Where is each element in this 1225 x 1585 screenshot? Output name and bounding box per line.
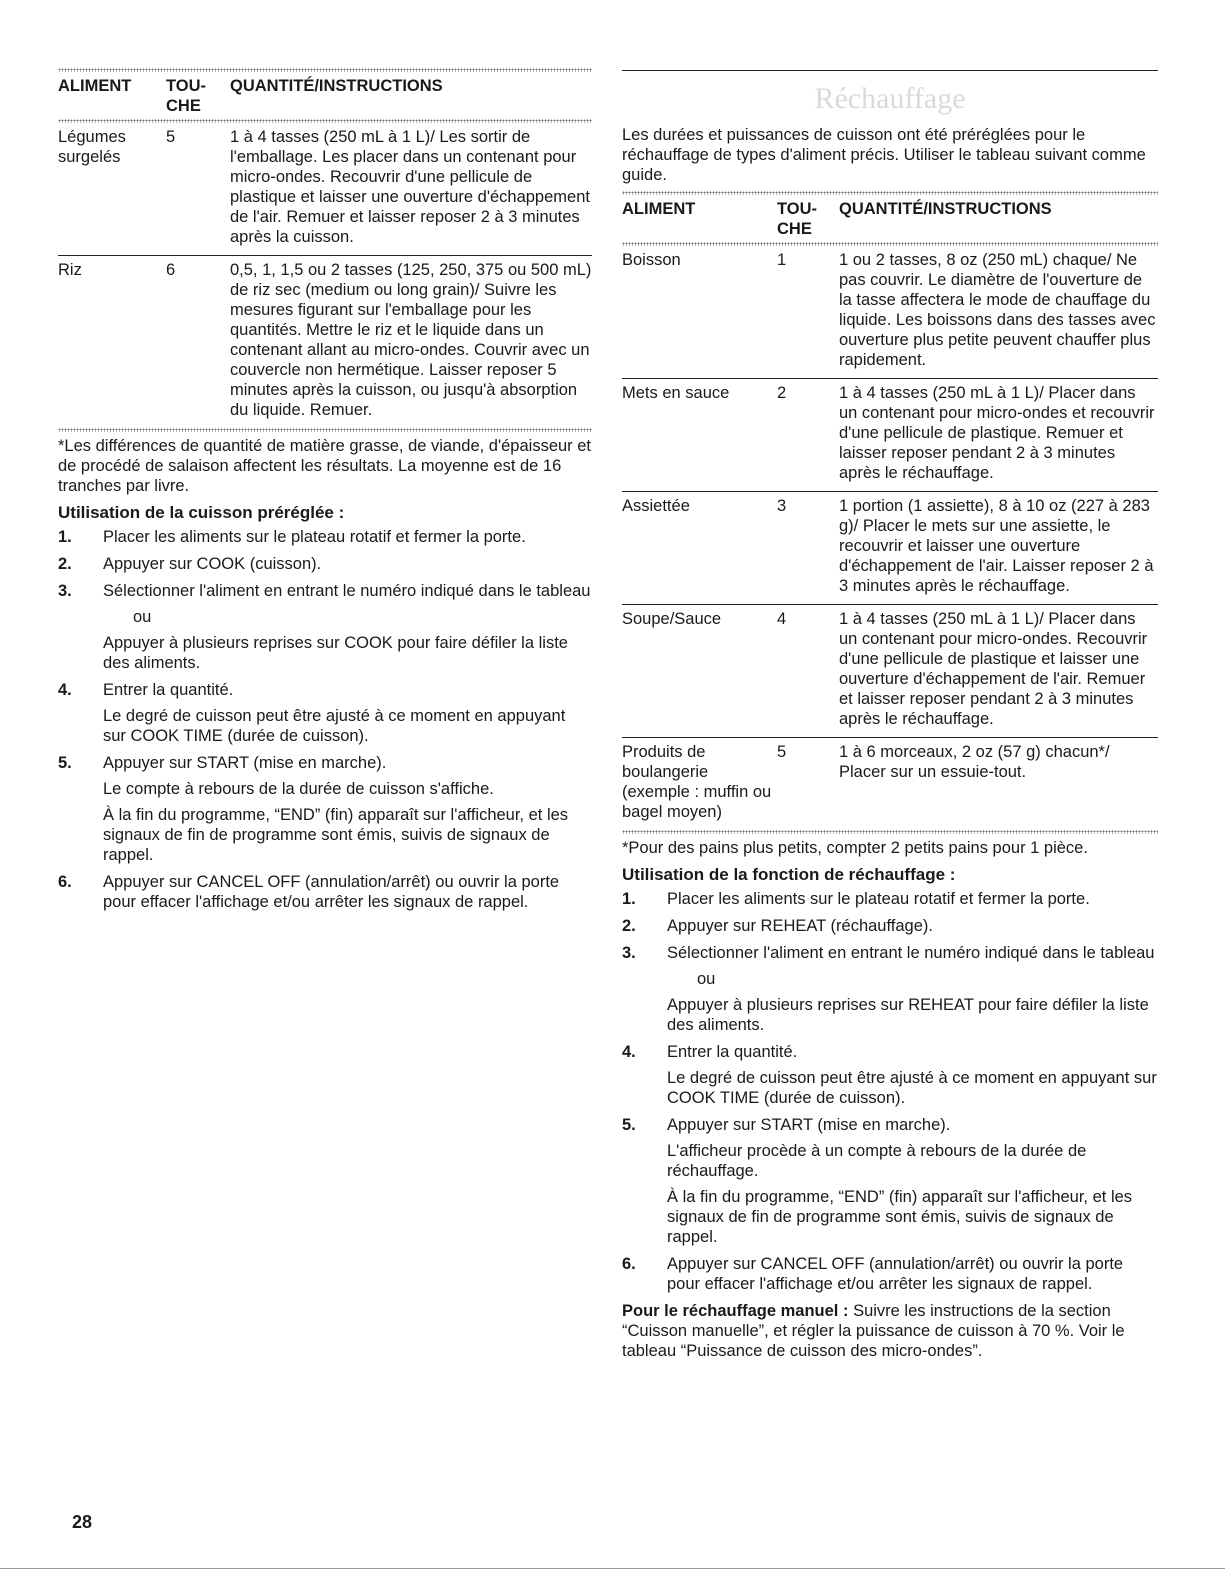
instructions-cell: 1 à 4 tasses (250 mL à 1 L)/ Placer dans un contenant pour micro-ondes et recouvrir d'une pellicule de plastique. Remuer et laisser reposer pendant 2 à 3 minutes après le réchauffage. bbox=[839, 384, 1155, 482]
step-item bbox=[58, 753, 592, 865]
table-bottom-rule bbox=[58, 428, 592, 432]
step-text: Le degré de cuisson peut être ajusté à ce moment en appuyant sur COOK TIME (durée de cuisson). bbox=[103, 707, 566, 745]
step-item bbox=[58, 581, 592, 673]
section-title: Réchauffage bbox=[814, 82, 966, 115]
step-number: 2. bbox=[58, 555, 72, 573]
step-item bbox=[622, 1115, 1158, 1247]
table-bottom-rule bbox=[622, 830, 1158, 834]
step-item bbox=[622, 943, 1158, 1035]
key-cell: 3 bbox=[777, 497, 787, 515]
step-item bbox=[622, 889, 1158, 909]
step-text: Appuyer sur REHEAT (réchauffage). bbox=[667, 917, 933, 935]
food-cell: Produits de boulangerie (exemple : muffin ou bagel moyen) bbox=[622, 743, 772, 821]
header-quantite: QUANTITÉ/INSTRUCTIONS bbox=[839, 200, 1052, 218]
step-text: À la fin du programme, “END” (fin) apparaît sur l'afficheur, et les signaux de fin de programme sont émis, suivis de signaux de rappel. bbox=[667, 1188, 1133, 1246]
step-item bbox=[58, 554, 592, 574]
table-top-rule bbox=[58, 68, 592, 72]
table-row bbox=[622, 605, 1158, 737]
food-cell: Riz bbox=[58, 261, 82, 279]
table-header-row bbox=[622, 195, 1158, 242]
step-text: Appuyer à plusieurs reprises sur REHEAT pour faire défiler la liste des aliments. bbox=[667, 996, 1149, 1034]
instructions-cell: 1 à 4 tasses (250 mL à 1 L)/ Les sortir de l'emballage. Les placer dans un contenant pour micro-ondes. Recouvrir d'une pellicule de plastique et laisser une ouverture d'échappement de l'air. Remuer et laisser reposer 2 à 3 minutes après la cuisson. bbox=[230, 128, 590, 246]
step-number: 4. bbox=[622, 1043, 636, 1061]
dotted-rule bbox=[622, 242, 1158, 246]
step-text: Appuyer sur COOK (cuisson). bbox=[103, 555, 322, 573]
food-cell: Mets en sauce bbox=[622, 384, 730, 402]
step-text: Sélectionner l'aliment en entrant le numéro indiqué dans le tableau bbox=[667, 944, 1155, 962]
step-number: 5. bbox=[58, 754, 72, 772]
step-item bbox=[58, 872, 592, 912]
instructions-cell: 0,5, 1, 1,5 ou 2 tasses (125, 250, 375 ou 500 mL) de riz sec (medium ou long grain)/ Suivre les mesures figurant sur l'emballage pour les quantités. Mettre le riz et le liquide dans un contenant allant au micro-ondes. Couvrir avec un couvercle non hermétique. Laisser reposer 5 minutes après la cuisson, ou jusqu'à absorption du liquide. Remuer. bbox=[230, 261, 592, 419]
table-top-rule bbox=[622, 191, 1158, 195]
step-text: Appuyer sur START (mise en marche). bbox=[667, 1116, 951, 1134]
food-cell: Soupe/Sauce bbox=[622, 610, 722, 628]
step-text: Entrer la quantité. bbox=[103, 681, 234, 699]
cook-table bbox=[58, 72, 592, 428]
step-item bbox=[622, 916, 1158, 936]
section-heading: Utilisation de la fonction de réchauffage : bbox=[622, 865, 956, 884]
step-item bbox=[622, 1254, 1158, 1294]
instructions-cell: 1 à 4 tasses (250 mL à 1 L)/ Placer dans un contenant pour micro-ondes. Recouvrir d'une pellicule de plastique et laisser une ouverture d'échappement de l'air. Remuer et laisser reposer pendant 2 à 3 minutes après le réchauffage. bbox=[839, 610, 1148, 728]
food-cell: Légumes surgelés bbox=[58, 128, 126, 166]
step-number: 5. bbox=[622, 1116, 636, 1134]
key-cell: 1 bbox=[777, 251, 787, 269]
footnote: *Pour des pains plus petits, compter 2 petits pains pour 1 pièce. bbox=[622, 839, 1088, 857]
step-item bbox=[58, 680, 592, 746]
header-aliment: ALIMENT bbox=[58, 77, 132, 95]
step-number: 3. bbox=[622, 944, 636, 962]
table-row bbox=[622, 379, 1158, 491]
step-or: ou bbox=[697, 970, 716, 988]
step-number: 1. bbox=[58, 528, 72, 546]
section-heading: Utilisation de la cuisson préréglée : bbox=[58, 503, 345, 522]
page-bottom-rule bbox=[0, 1568, 1225, 1569]
header-aliment: ALIMENT bbox=[622, 200, 696, 218]
section-top-rule bbox=[622, 70, 1158, 71]
instructions-cell: 1 à 6 morceaux, 2 oz (57 g) chacun*/ Placer sur un essuie-tout. bbox=[839, 743, 1110, 781]
step-text: Entrer la quantité. bbox=[667, 1043, 798, 1061]
step-text: Le compte à rebours de la durée de cuisson s'affiche. bbox=[103, 780, 494, 798]
table-header-row bbox=[58, 72, 592, 119]
header-quantite: QUANTITÉ/INSTRUCTIONS bbox=[230, 77, 443, 95]
step-or: ou bbox=[133, 608, 152, 626]
step-text: Appuyer sur START (mise en marche). bbox=[103, 754, 387, 772]
key-cell: 2 bbox=[777, 384, 787, 402]
step-text: Sélectionner l'aliment en entrant le numéro indiqué dans le tableau bbox=[103, 582, 591, 600]
step-number: 2. bbox=[622, 917, 636, 935]
food-cell: Assiettée bbox=[622, 497, 690, 515]
left-column bbox=[58, 68, 592, 919]
step-text: Le degré de cuisson peut être ajusté à ce moment en appuyant sur COOK TIME (durée de cuisson). bbox=[667, 1069, 1157, 1107]
step-list bbox=[622, 889, 1158, 1294]
header-rule bbox=[58, 119, 592, 123]
step-text: Appuyer à plusieurs reprises sur COOK pour faire défiler la liste des aliments. bbox=[103, 634, 568, 672]
step-text: L'afficheur procède à un compte à rebours de la durée de réchauffage. bbox=[667, 1142, 1087, 1180]
manual-label: Pour le réchauffage manuel : bbox=[622, 1302, 849, 1320]
table-row bbox=[58, 123, 592, 255]
key-cell: 6 bbox=[166, 261, 176, 279]
food-cell: Boisson bbox=[622, 251, 681, 269]
step-number: 6. bbox=[58, 873, 72, 891]
step-text: Appuyer sur CANCEL OFF (annulation/arrêt) ou ouvrir la porte pour effacer l'affichage et/ou arrêter les signaux de rappel. bbox=[667, 1255, 1124, 1293]
dotted-rule bbox=[58, 119, 592, 123]
right-column bbox=[622, 70, 1158, 1361]
footnote: *Les différences de quantité de matière grasse, de viande, d'épaisseur et de procédé de salaison affectent les résultats. La moyenne est de 16 tranches par livre. bbox=[58, 437, 592, 495]
step-number: 4. bbox=[58, 681, 72, 699]
header-touche: TOU- CHE bbox=[777, 200, 818, 238]
instructions-cell: 1 portion (1 assiette), 8 à 10 oz (227 à 283 g)/ Placer le mets sur une assiette, le recouvrir et laisser une ouverture d'échappement de l'air. Laisser reposer 2 à 3 minutes après le réchauffage. bbox=[839, 497, 1154, 595]
page-number: 28 bbox=[72, 1512, 93, 1532]
step-list bbox=[58, 527, 592, 912]
manual-text: Suivre les instructions de la section “Cuisson manuelle”, et régler la puissance de cuisson à 70 %. Voir le tableau “Puissance de cuisson des micro-ondes”. bbox=[622, 1302, 1125, 1360]
step-item bbox=[58, 527, 592, 547]
step-text: Placer les aliments sur le plateau rotatif et fermer la porte. bbox=[103, 528, 526, 546]
step-text: Placer les aliments sur le plateau rotatif et fermer la porte. bbox=[667, 890, 1090, 908]
table-row bbox=[622, 492, 1158, 604]
key-cell: 5 bbox=[166, 128, 176, 146]
table-row bbox=[622, 738, 1158, 830]
step-number: 3. bbox=[58, 582, 72, 600]
step-text: À la fin du programme, “END” (fin) apparaît sur l'afficheur, et les signaux de fin de programme sont émis, suivis de signaux de rappel. bbox=[103, 806, 569, 864]
intro-text: Les durées et puissances de cuisson ont été préréglées pour le réchauffage de types d'aliment précis. Utiliser le tableau suivant comme guide. bbox=[622, 126, 1146, 184]
step-number: 1. bbox=[622, 890, 636, 908]
step-item bbox=[622, 1042, 1158, 1108]
header-touche: TOU- CHE bbox=[166, 77, 207, 115]
step-text: Appuyer sur CANCEL OFF (annulation/arrêt) ou ouvrir la porte pour effacer l'affichage et/ou arrêter les signaux de rappel. bbox=[103, 873, 560, 911]
step-number: 6. bbox=[622, 1255, 636, 1273]
key-cell: 5 bbox=[777, 743, 787, 761]
instructions-cell: 1 ou 2 tasses, 8 oz (250 mL) chaque/ Ne pas couvrir. Le diamètre de l'ouverture de la tasse affectera le mode de chauffage du liquide. Les boissons dans des tasses avec ouverture plus petite peuvent chauffer plus rapidement. bbox=[839, 251, 1156, 369]
header-rule bbox=[622, 242, 1158, 246]
table-row bbox=[622, 246, 1158, 378]
table-row bbox=[58, 256, 592, 428]
key-cell: 4 bbox=[777, 610, 787, 628]
reheat-table bbox=[622, 195, 1158, 830]
manual-reheat-note bbox=[622, 1301, 1158, 1361]
